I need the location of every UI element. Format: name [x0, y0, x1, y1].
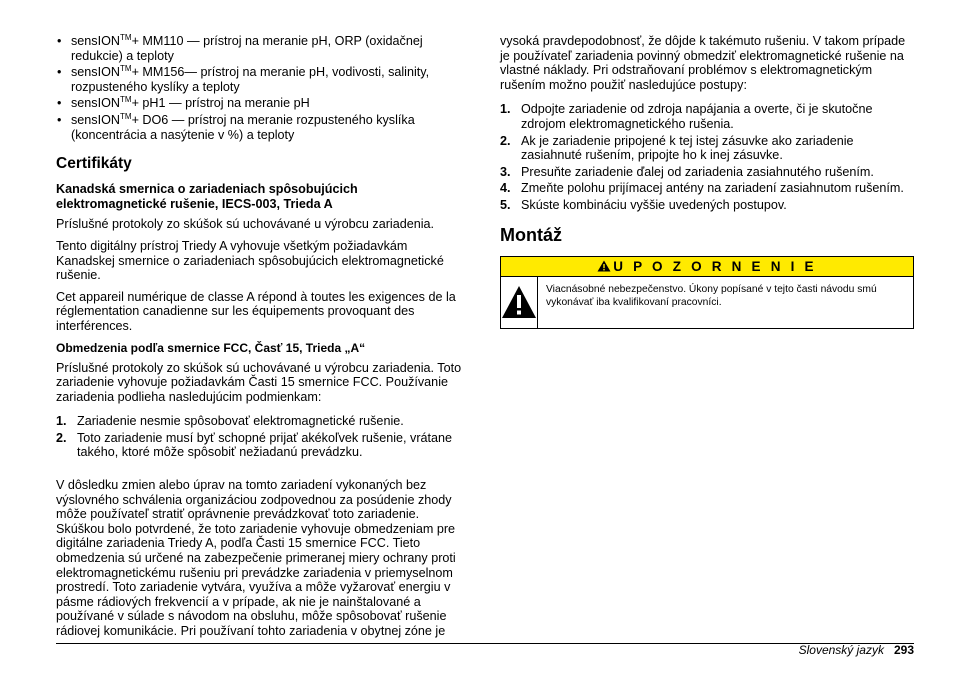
paragraph: Cet appareil numérique de classe A répond à toutes les exigences de la réglementation canadienne sur les équipements provoquant des interférences. — [56, 289, 456, 333]
footer-language: Slovenský jazyk — [798, 643, 884, 657]
list-item: 3. Presuňte zariadenie ďalej od zariadenia zasiahnutého rušením. — [500, 164, 874, 179]
page-footer — [799, 643, 914, 657]
certificates-heading: Certifikáty — [56, 155, 132, 173]
fcc-heading: Obmedzenia podľa smernice FCC, Časť 15, Trieda „A“ — [56, 340, 366, 355]
warning-body — [501, 277, 913, 328]
paragraph: Príslušné protokoly zo skúšok sú uchovávané u výrobcu zariadenia. Toto zariadenie vyhovuje požiadavkám Časti 15 smernice FCC. Používanie zariadenia podlieha nasledujúcim podmienkam: — [56, 360, 462, 404]
list-item: 5. Skúste kombináciu vyššie uvedených postupov. — [500, 197, 787, 212]
list-item: 4. Zmeňte polohu prijímacej antény na zariadení zasiahnutom rušením. — [500, 181, 904, 196]
warning-box — [500, 256, 914, 329]
footer-divider — [56, 643, 914, 644]
list-item: 1. Odpojte zariadenie od zdroja napájania a overte, či je skutočne zdrojom elektromagnetického rušenia. — [500, 102, 873, 131]
warning-title: U P O Z O R N E N I E — [613, 258, 817, 274]
product-list — [56, 34, 468, 142]
right-column — [500, 34, 914, 329]
paragraph: V dôsledku zmien alebo úprav na tomto zariadení vykonaných bez výslovného schválenia organizáciou zodpovednou za posúdenie zhody môže používateľ stratiť oprávnenie prevádzkovať toto zariadenie. Skúškou bolo potvrdené, že toto zariadenie vyhovuje obmedzeniam pre digitálne zariadenia Triedy A, podľa Časti 15 smernice FCC. Tieto obmedzenia sú určené na zabezpečenie primeranej miery ochrany proti elektromagnetickému rušeniu pri prevádzke zariadenia v priemyselnom prostredí. Toto zariadenie vytvára, využíva a môže vyžarovať energiu v pásme rádiových frekvencií a v prípade, ak nie je nainštalované a používané v súlade s návodom na obsluhu, môže spôsobovať rušenie rádiovej komunikácie. Pri používaní tohto zariadenia v obytnej zóne je — [56, 478, 456, 638]
paragraph: Príslušné protokoly zo skúšok sú uchovávané u výrobcu zariadenia. — [56, 217, 435, 232]
list-item: 2. Ak je zariadenie pripojené k tej istej zásuvke ako zariadenie zasiahnuté rušením, pripojte ho k inej zásuvke. — [500, 133, 854, 163]
warning-header — [501, 257, 913, 277]
list-item: • sensION™+ MM110 — prístroj na meranie pH, ORP (oxidačnej redukcie) a teploty — [56, 34, 468, 63]
left-column — [56, 34, 468, 646]
page-number: 293 — [893, 643, 914, 657]
paragraph: vysoká pravdepodobnosť, že dôjde k takémuto rušeniu. V takom prípade je používateľ zariadenia povinný obmedziť elektromagnetické rušenie na vlastné náklady. Pri odstraňovaní problémov s elektromagnetickým rušením možno použiť nasledujúce postupy: — [500, 34, 906, 92]
list-item: • sensION™+ DO6 — prístroj na meranie rozpusteného kyslíka (koncentrácia a nasýtenie v %) a teploty — [56, 113, 468, 142]
paragraph: Tento digitálny prístroj Triedy A vyhovuje všetkým požiadavkám Kanadskej smernice o zariadeniach spôsobujúcich elektromagnetické rušenie. — [56, 238, 444, 283]
list-item: • sensION™+ MM156— prístroj na meranie pH, vodivosti, salinity, rozpusteného kyslíky a teploty — [56, 65, 468, 94]
warning-triangle-icon — [597, 258, 611, 277]
hazard-icon — [501, 277, 538, 328]
list-item: 2. Toto zariadenie musí byť schopné prijať akékoľvek rušenie, vrátane takého, ktoré môže spôsobiť nežiadanú prevádzku. — [56, 430, 453, 460]
installation-heading: Montáž — [500, 224, 562, 245]
interference-steps-list — [500, 102, 914, 212]
warning-text: Viacnásobné nebezpečenstvo. Úkony popísané v tejto časti návodu smú vykonávať iba kvalifikovaní pracovníci. — [546, 283, 877, 309]
fcc-conditions-list — [56, 414, 468, 460]
list-item: • sensION™+ pH1 — prístroj na meranie pH — [56, 96, 468, 111]
canada-regulation-heading: Kanadská smernica o zariadeniach spôsobujúcich elektromagnetické rušenie, IECS-003, Trieda A — [56, 182, 358, 211]
list-item: 1. Zariadenie nesmie spôsobovať elektromagnetické rušenie. — [56, 414, 404, 429]
